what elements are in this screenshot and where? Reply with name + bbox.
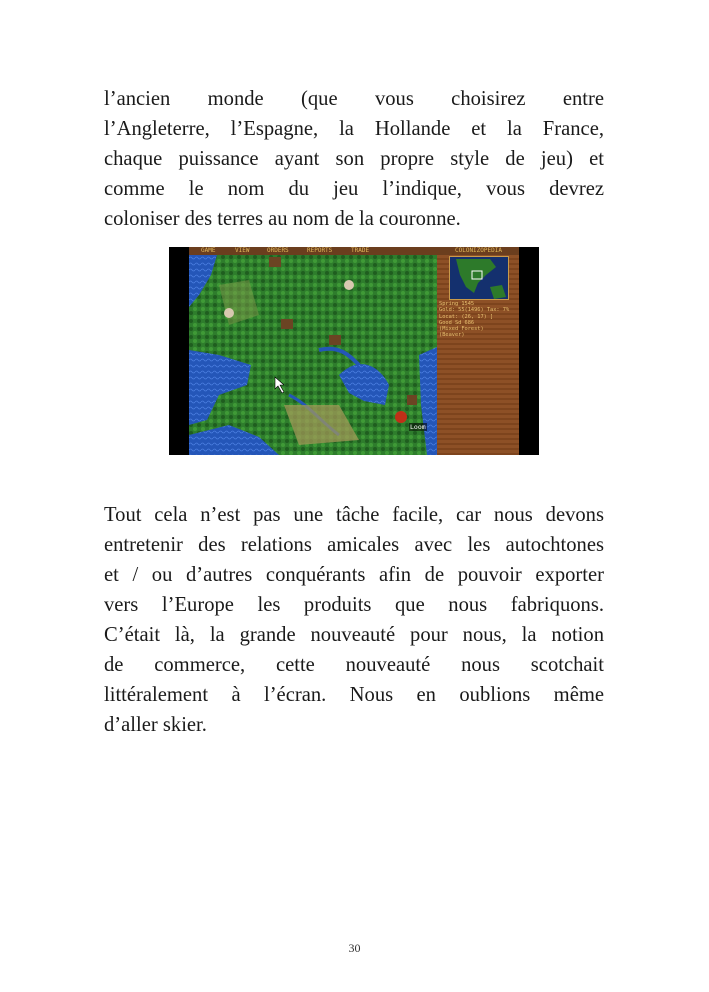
- minimap: [449, 256, 509, 300]
- text-line: d’aller skier.: [104, 714, 207, 736]
- game-screenshot: [169, 247, 539, 455]
- text-line: littéralement à l’écran. Nous en oublions même: [104, 684, 604, 706]
- info-line: Good Sd 686: [439, 319, 475, 326]
- text-line: l’Angleterre, l’Espagne, la Hollande et la France,: [104, 118, 604, 140]
- game-menu-item: GAME: [201, 247, 216, 254]
- game-menu-bar: [189, 247, 519, 255]
- game-menu-item: REPORTS: [307, 247, 333, 254]
- minimap-illustration: [450, 257, 508, 299]
- game-menu-item: TRADE: [351, 247, 370, 254]
- text-line: entretenir des relations amicales avec les autochtones: [104, 534, 604, 556]
- game-menu-item: ORDERS: [267, 247, 289, 254]
- text-line: vers l’Europe les produits que nous fabriquons.: [104, 594, 604, 616]
- text-line: coloniser des terres au nom de la couronne.: [104, 208, 461, 230]
- game-info-text: [439, 301, 519, 339]
- game-menu-item: VIEW: [235, 247, 250, 254]
- info-line: Spring 1545: [439, 301, 475, 307]
- paragraph-commerce: [104, 500, 604, 740]
- info-line: (Mixed Forest): [439, 326, 484, 333]
- terrain-illustration: [189, 255, 437, 455]
- text-line: comme le nom du jeu l’indique, vous devrez: [104, 178, 604, 200]
- game-map: [189, 255, 437, 455]
- game-side-panel: [437, 255, 519, 455]
- info-line: Gold: 55(1496) Tax: 7%: [439, 307, 510, 314]
- unit-label: Loom: [410, 423, 426, 431]
- text-line: de commerce, cette nouveauté nous scotchait: [104, 654, 604, 676]
- info-line: (Beaver): [439, 332, 465, 339]
- text-line: chaque puissance ayant son propre style de jeu) et: [104, 148, 604, 170]
- text-line: C’était là, la grande nouveauté pour nous, la notion: [104, 624, 604, 646]
- paragraph-intro: [104, 84, 604, 234]
- text-line: l’ancien monde (que vous choisirez entre: [104, 88, 604, 110]
- text-line: Tout cela n’est pas une tâche facile, car nous devons: [104, 504, 604, 526]
- text-line: et / ou d’autres conquérants afin de pouvoir exporter: [104, 564, 604, 586]
- page-number: 30: [348, 941, 361, 955]
- info-line: Locat: (26, 17) ]: [439, 313, 494, 320]
- game-menu-item: COLONIZOPEDIA: [455, 247, 502, 254]
